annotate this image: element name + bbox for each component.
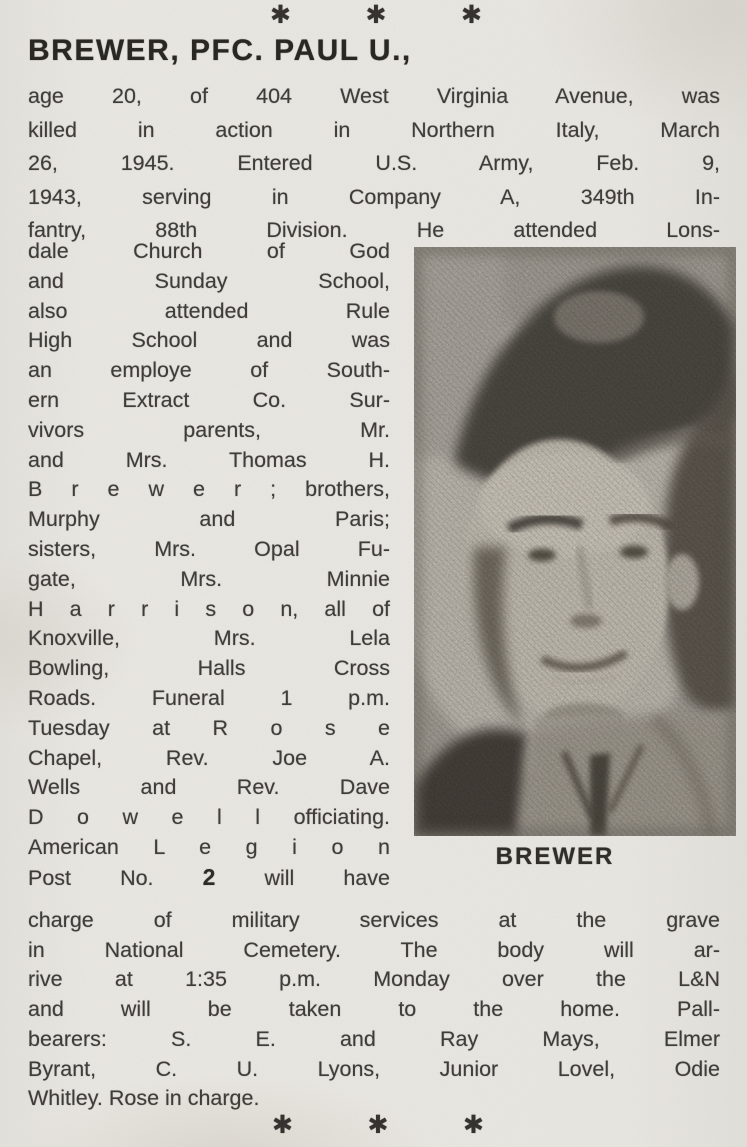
text-line: B r e w e r ; brothers, [28,477,390,502]
obituary-headline: BREWER, PFC. PAUL U., [28,34,412,67]
text-segment: will have [264,865,391,890]
text-line: D o w e l l officiating. [28,805,390,830]
text-line: age 20, of 404 West Virginia Avenue, was [28,84,720,108]
obituary-closing-paragraph [28,906,720,1114]
post-number: 2 [202,863,216,890]
obituary-intro-paragraph [28,80,720,248]
text-line: Bowling, Halls Cross [28,656,390,681]
text-line: also attended Rule [28,298,390,323]
text-line: and Mrs. Thomas H. [28,447,390,472]
text-line: Byrant, C. U. Lyons, Junior Lovel, Odie [28,1056,720,1081]
text-line: ern Extract Co. Sur- [28,387,390,412]
text-line: Knoxville, Mrs. Lela [28,626,390,651]
text-line: H a r r i s o n, all of [28,596,390,621]
text-line: an employe of South- [28,358,390,383]
text-segment: Post No. [28,865,154,890]
photo-caption: BREWER [495,843,615,870]
text-line: 26, 1945. Entered U.S. Army, Feb. 9, [28,151,720,175]
text-line: Roads. Funeral 1 p.m. [28,685,390,710]
text-line: and Sunday School, [28,268,390,293]
text-line: killed in action in Northern Italy, March [28,117,720,142]
section-divider-top [270,0,482,29]
text-line: bearers: S. E. and Ray Mays, Elmer [28,1026,720,1051]
text-line: sisters, Mrs. Opal Fu- [28,536,390,561]
text-line: American L e g i o n [28,834,390,859]
text-line: High School and was [28,328,390,353]
asterisk-icon: ✱ [461,0,482,29]
text-line: charge of military services at the grave [28,908,720,932]
text-line: Tuesday at R o s e [28,715,390,740]
asterisk-icon: ✱ [365,0,387,29]
asterisk-icon: ✱ [367,1110,389,1139]
text-line: in National Cemetery. The body will ar- [28,937,720,962]
soldier-portrait-image [414,247,736,836]
text-line: Wells and Rev. Dave [28,775,390,800]
text-line: 1943, serving in Company A, 349th In- [28,184,720,209]
text-line-legion-post [28,863,390,894]
text-line: Murphy and Paris; [28,507,390,532]
asterisk-icon: ✱ [270,0,291,29]
section-divider-bottom [272,1110,484,1139]
obituary-wrapped-column [28,237,390,894]
text-line: gate, Mrs. Minnie [28,566,390,591]
text-line: Whitley. Rose in charge. [28,1086,260,1111]
asterisk-icon: ✱ [272,1110,293,1139]
text-line: dale Church of God [28,239,390,263]
text-line: vivors parents, Mr. [28,417,390,442]
text-line: and will be taken to the home. Pall- [28,997,720,1022]
asterisk-icon: ✱ [463,1110,484,1139]
text-line: rive at 1:35 p.m. Monday over the L&N [28,967,720,992]
text-line: fantry, 88th Division. He attended Lons- [28,218,720,242]
portrait-photo [414,247,736,836]
text-line: Chapel, Rev. Joe A. [28,745,390,770]
